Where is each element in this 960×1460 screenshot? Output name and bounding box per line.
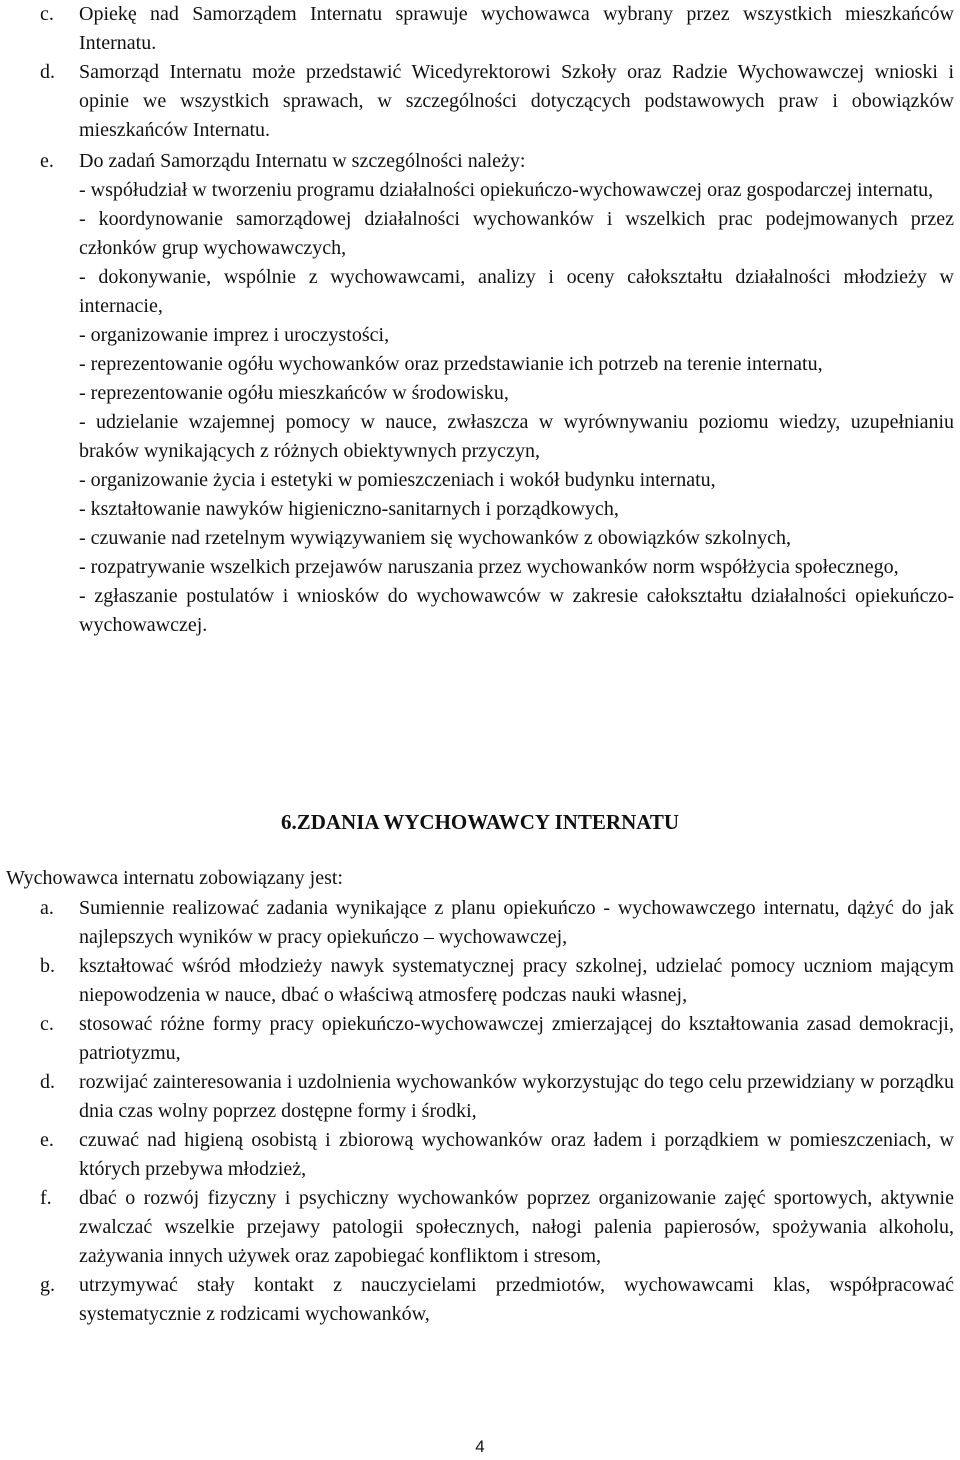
list-item — [40, 1010, 954, 1068]
list-item — [40, 1126, 954, 1184]
task-subitem: - zgłaszanie postulatów i wniosków do wychowawców w zakresie całokształtu działalności opiekuńczo-wychowawczej. — [79, 585, 954, 636]
list-item-text: czuwać nad higieną osobistą i zbiorową wychowanków oraz ładem i porządkiem w pomieszczeniach, w których przebywa młodzież, — [79, 1129, 954, 1180]
list-item — [40, 1271, 954, 1329]
task-subitem: - udzielanie wzajemnej pomocy w nauce, zwłaszcza w wyrównywaniu poziomu wiedzy, uzupełnianiu braków wynikających z różnych obiektywnych przyczyn, — [79, 411, 954, 462]
task-subitem: - współudział w tworzeniu programu działalności opiekuńczo-wychowawczej oraz gospodarczej internatu, — [79, 179, 934, 201]
list-marker: g. — [40, 1274, 55, 1296]
list-item — [40, 1068, 954, 1126]
list-item-text: kształtować wśród młodzieży nawyk systematycznej pracy szkolnej, udzielać pomocy uczniom mającym niepowodzenia w nauce, dbać o właściwą atmosferę podczas nauki własnej, — [79, 955, 954, 1006]
task-subitem: - organizowanie imprez i uroczystości, — [79, 324, 390, 346]
task-subitem: - reprezentowanie ogółu wychowanków oraz przedstawianie ich potrzeb na terenie internatu, — [79, 353, 823, 375]
list-item-intro: Do zadań Samorządu Internatu w szczególności należy: — [79, 150, 526, 172]
list-item-text: Sumiennie realizować zadania wynikające z planu opiekuńczo - wychowawczego internatu, dążyć do jak najlepszych wyników w pracy opiekuńczo – wychowawczej, — [79, 897, 954, 948]
list-item-text: Samorząd Internatu może przedstawić Wicedyrektorowi Szkoły oraz Radzie Wychowawczej wnioski i opinie we wszystkich sprawach, w szczególności dotyczących podstawowych praw i obowiązków mieszkańców Internatu. — [79, 61, 954, 141]
task-subitem: - rozpatrywanie wszelkich przejawów naruszania przez wychowanków norm współżycia społecznego, — [79, 556, 899, 578]
list-item-text: Opiekę nad Samorządem Internatu sprawuje wychowawca wybrany przez wszystkich mieszkańców Internatu. — [79, 3, 954, 54]
list-item-body — [79, 147, 954, 640]
list-item — [40, 147, 954, 640]
regulation-list-upper — [40, 0, 954, 640]
list-marker: f. — [40, 1187, 52, 1209]
list-item — [40, 0, 954, 58]
section-heading — [0, 807, 960, 837]
list-item — [40, 58, 954, 145]
list-marker: e. — [40, 1129, 54, 1151]
task-subitem: - kształtowanie nawyków higieniczno-sanitarnych i porządkowych, — [79, 498, 619, 520]
task-subitem: - dokonywanie, wspólnie z wychowawcami, analizy i oceny całokształtu działalności młodzieży w internacie, — [79, 266, 954, 317]
section-heading-text: 6.ZDANIA WYCHOWAWCY INTERNATU — [280, 810, 680, 834]
list-marker: c. — [40, 3, 54, 25]
list-marker: c. — [40, 1013, 54, 1035]
list-item — [40, 1184, 954, 1271]
task-subitem: - czuwanie nad rzetelnym wywiązywaniem się wychowanków z obowiązków szkolnych, — [79, 527, 791, 549]
list-item — [40, 952, 954, 1010]
section-intro: Wychowawca internatu zobowiązany jest: — [6, 867, 343, 889]
list-marker: e. — [40, 150, 54, 172]
list-item-text: stosować różne formy pracy opiekuńczo-wychowawczej zmierzającej do kształtowania zasad demokracji, patriotyzmu, — [79, 1013, 954, 1064]
task-subitem: - organizowanie życia i estetyki w pomieszczeniach i wokół budynku internatu, — [79, 469, 716, 491]
duties-list — [40, 894, 954, 1329]
list-marker: b. — [40, 955, 55, 977]
task-subitem: - reprezentowanie ogółu mieszkańców w środowisku, — [79, 382, 509, 404]
page-number: 4 — [475, 1437, 485, 1456]
list-item-text: utrzymywać stały kontakt z nauczycielami przedmiotów, wychowawcami klas, współpracować systematycznie z rodzicami wychowanków, — [79, 1274, 954, 1325]
list-item-text: rozwijać zainteresowania i uzdolnienia wychowanków wykorzystując do tego celu przewidziany w porządku dnia czas wolny poprzez dostępne formy i środki, — [79, 1071, 954, 1122]
list-marker: a. — [40, 897, 54, 919]
list-item — [40, 894, 954, 952]
task-subitem: - koordynowanie samorządowej działalności wychowanków i wszelkich prac podejmowanych przez członków grup wychowawczych, — [79, 208, 954, 259]
list-marker: d. — [40, 61, 55, 83]
list-item-text: dbać o rozwój fizyczny i psychiczny wychowanków poprzez organizowanie zajęć sportowych, aktywnie zwalczać wszelkie przejawy patologii społecznych, nałogi palenia papierosów, spożywania alkoholu, zażywania innych używek oraz zapobiegać konfliktom i stresom, — [79, 1187, 954, 1267]
list-marker: d. — [40, 1071, 55, 1093]
